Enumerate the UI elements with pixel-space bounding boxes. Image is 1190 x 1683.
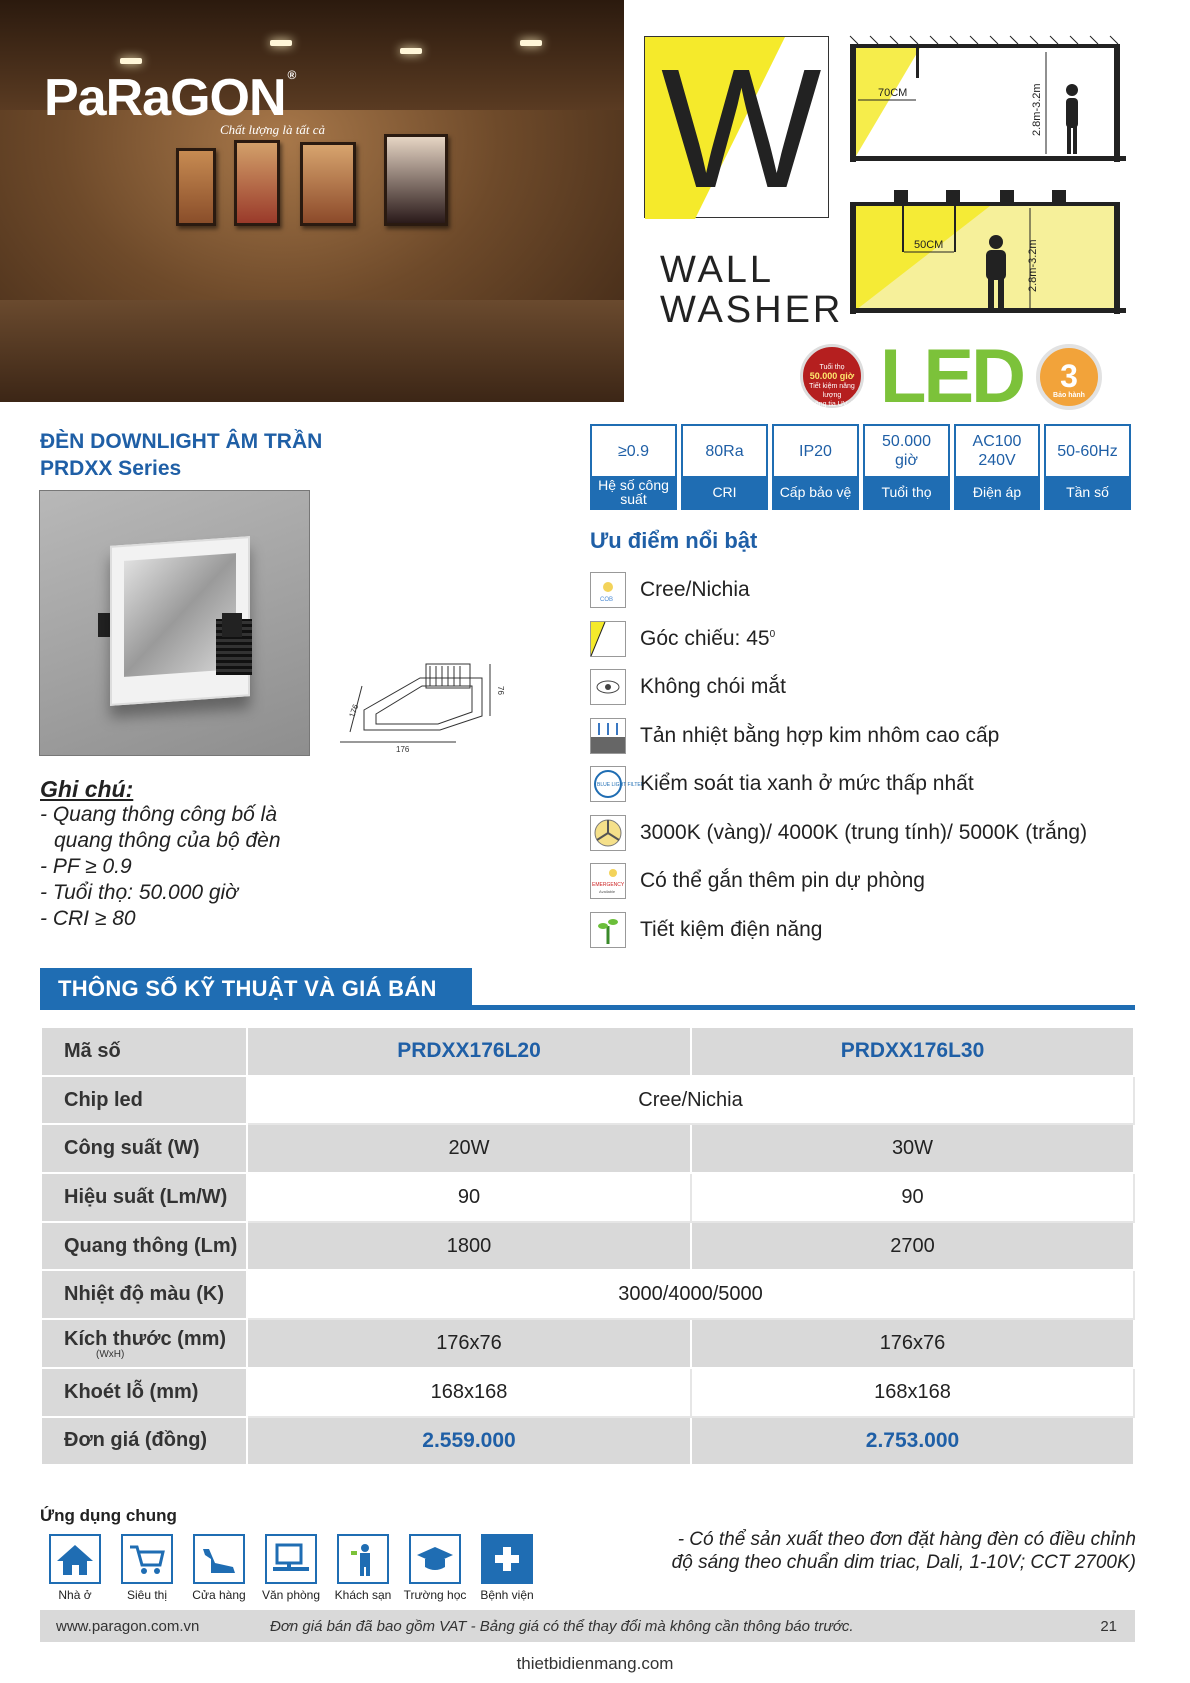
feature-item bbox=[590, 760, 1087, 809]
table-row bbox=[41, 1173, 1134, 1222]
lifetime-badge bbox=[800, 344, 864, 408]
wall-washer-diagram-top bbox=[850, 36, 1126, 168]
diagram-top-width-label: 70CM bbox=[878, 87, 908, 99]
feature-text: Kiểm soát tia xanh ở mức thấp nhất bbox=[640, 772, 974, 796]
svg-text:Available: Available bbox=[599, 889, 616, 895]
lifetime-badge-line2: 50.000 giờ bbox=[809, 371, 855, 381]
table-cell: 168x168 bbox=[691, 1368, 1134, 1417]
section-title: THÔNG SỐ KỸ THUẬT VÀ GIÁ BÁN bbox=[40, 968, 472, 1010]
house-icon bbox=[49, 1534, 101, 1584]
svg-text:COB: COB bbox=[600, 597, 614, 604]
page-number: 21 bbox=[1100, 1617, 1117, 1635]
spec-boxes bbox=[590, 424, 1131, 510]
feature-text: 3000K (vàng)/ 4000K (trung tính)/ 5000K (trắng) bbox=[640, 820, 1088, 844]
product-title bbox=[40, 428, 322, 482]
artwork-frame bbox=[176, 148, 216, 226]
application-label: Văn phòng bbox=[261, 1588, 321, 1602]
spec-value: 80Ra bbox=[705, 442, 744, 460]
model-code: PRDXX176L20 bbox=[247, 1027, 691, 1076]
application-label: Nhà ở bbox=[58, 1588, 92, 1602]
product-name: ĐÈN DOWNLIGHT ÂM TRẦN bbox=[40, 430, 323, 453]
hospital-cross-icon bbox=[481, 1534, 533, 1584]
order-note-line2: độ sáng theo chuẩn dim triac, Dali, 1-10V; CCT 2700K) bbox=[671, 1552, 1136, 1573]
category-title bbox=[660, 250, 843, 330]
brand-slogan: Chất lượng là tất cả bbox=[220, 122, 326, 137]
table-cell: 168x168 bbox=[247, 1368, 691, 1417]
feature-item bbox=[590, 663, 1087, 712]
table-cell: 176x76 bbox=[247, 1319, 691, 1368]
spec-value: 50-60Hz bbox=[1057, 442, 1118, 460]
spec-voltage bbox=[954, 424, 1040, 510]
row-label: Quang thông (Lm) bbox=[41, 1222, 247, 1271]
note-line: - PF ≥ 0.9 bbox=[40, 855, 132, 878]
product-photo bbox=[39, 490, 310, 756]
note-line: quang thông của bộ đèn bbox=[54, 829, 281, 852]
section-header bbox=[40, 968, 1135, 1010]
feature-text: Có thể gắn thêm pin dự phòng bbox=[640, 869, 925, 893]
spec-power-factor bbox=[590, 424, 677, 510]
spec-value: IP20 bbox=[799, 442, 832, 460]
spec-label: Cấp bảo vệ bbox=[774, 476, 857, 508]
table-row bbox=[41, 1124, 1134, 1173]
spec-label: Hệ số công suất bbox=[592, 476, 675, 508]
spec-value: 50.000 giờ bbox=[882, 433, 931, 469]
note-line: - Quang thông công bố là bbox=[40, 803, 278, 826]
feature-item bbox=[590, 615, 1087, 664]
beam-angle-icon bbox=[590, 621, 626, 657]
footer-website[interactable]: www.paragon.com.vn bbox=[56, 1617, 200, 1635]
hero-gallery-photo bbox=[0, 0, 624, 402]
paragon-logo: PaRaGON ® bbox=[44, 68, 296, 127]
table-row bbox=[41, 1319, 1134, 1368]
warranty-badge bbox=[1036, 344, 1102, 410]
category-letter: W bbox=[661, 34, 822, 224]
application-item bbox=[183, 1534, 255, 1602]
model-code: PRDXX176L30 bbox=[691, 1027, 1134, 1076]
application-item bbox=[111, 1534, 183, 1602]
sketch-width-label: 176 bbox=[396, 745, 410, 754]
ceiling-lamp bbox=[120, 58, 142, 64]
sketch-height-label: 76 bbox=[496, 686, 505, 695]
cct-icon bbox=[590, 815, 626, 851]
feature-item bbox=[590, 906, 1087, 955]
artwork-frame bbox=[384, 134, 448, 226]
energy-saving-icon bbox=[590, 912, 626, 948]
wall-washer-diagram-bottom bbox=[850, 188, 1126, 324]
table-cell: 2700 bbox=[691, 1222, 1134, 1271]
table-cell: 1800 bbox=[247, 1222, 691, 1271]
custom-order-note bbox=[620, 1528, 1136, 1574]
application-item bbox=[399, 1534, 471, 1602]
source-site: thietbidienmang.com bbox=[516, 1654, 674, 1673]
table-row bbox=[41, 1222, 1134, 1271]
dimension-sketch bbox=[340, 656, 510, 756]
ceiling-lamp bbox=[270, 40, 292, 46]
table-cell: 30W bbox=[691, 1124, 1134, 1173]
row-label: Mã số bbox=[41, 1027, 247, 1076]
row-label-text: Kích thước (mm) bbox=[64, 1327, 227, 1350]
table-row bbox=[41, 1027, 1134, 1076]
diagram-bottom-height-label: 2.8m-3.2m bbox=[1027, 239, 1039, 292]
category-line2: WASHER bbox=[660, 289, 844, 331]
mounting-clip bbox=[222, 613, 242, 637]
merged-cell: 3000/4000/5000 bbox=[247, 1270, 1134, 1319]
table-row bbox=[41, 1270, 1134, 1319]
shoe-icon bbox=[193, 1534, 245, 1584]
spec-label: CRI bbox=[683, 476, 766, 508]
feature-item bbox=[590, 809, 1087, 858]
category-w-box bbox=[644, 34, 829, 224]
diagram-top-height-label: 2.8m-3.2m bbox=[1031, 83, 1043, 136]
person-silhouette bbox=[1066, 84, 1078, 154]
application-item bbox=[327, 1534, 399, 1602]
spec-label: Điện áp bbox=[956, 476, 1038, 508]
feature-text: Không chói mắt bbox=[640, 675, 786, 699]
feature-item bbox=[590, 566, 1087, 615]
notes-block bbox=[40, 776, 281, 932]
heat-sink-icon bbox=[590, 718, 626, 754]
application-label: Bệnh viện bbox=[480, 1588, 534, 1602]
spec-ip-rating bbox=[772, 424, 859, 510]
row-label-sub: (WxH) bbox=[96, 1348, 125, 1360]
ceiling-lamp bbox=[400, 48, 422, 54]
sketch-depth-label: 176 bbox=[347, 703, 361, 719]
features-title: Ưu điểm nổi bật bbox=[590, 528, 758, 553]
row-label: Nhiệt độ màu (K) bbox=[41, 1270, 247, 1319]
table-row bbox=[41, 1417, 1134, 1466]
spec-price-table bbox=[40, 1026, 1135, 1466]
row-label bbox=[41, 1319, 247, 1368]
applications-title: Ứng dụng chung bbox=[40, 1506, 177, 1525]
spec-value: ≥0.9 bbox=[617, 442, 650, 460]
product-series: PRDXX Series bbox=[40, 457, 182, 480]
lifetime-badge-line1: Tuổi thọ bbox=[819, 364, 845, 371]
lifetime-badge-line3: Tiết kiệm năng lượng bbox=[809, 383, 855, 399]
application-item bbox=[255, 1534, 327, 1602]
svg-text:BLUE LIGHT FILTER: BLUE LIGHT FILTER bbox=[597, 782, 645, 789]
bellboy-icon bbox=[337, 1534, 389, 1584]
table-row bbox=[41, 1368, 1134, 1417]
emergency-icon bbox=[590, 863, 626, 899]
feature-item bbox=[590, 712, 1087, 761]
feature-text: Tản nhiệt bằng hợp kim nhôm cao cấp bbox=[640, 723, 1000, 747]
feature-text: Tiết kiệm điện năng bbox=[640, 917, 823, 941]
footer-disclaimer: Đơn giá bán đã bao gồm VAT - Bảng giá có thể thay đổi mà không cần thông báo trước. bbox=[270, 1617, 854, 1635]
spec-frequency bbox=[1044, 424, 1131, 510]
applications-list bbox=[39, 1534, 543, 1602]
feature-item bbox=[590, 857, 1087, 906]
application-label: Khách sạn bbox=[334, 1588, 392, 1602]
spec-cri bbox=[681, 424, 768, 510]
cart-icon bbox=[121, 1534, 173, 1584]
application-label: Cửa hàng bbox=[192, 1588, 246, 1602]
spec-label: Tuổi thọ bbox=[865, 476, 948, 508]
feature-text: Góc chiếu: $45^0$ bbox=[640, 626, 776, 650]
category-line1: WALL bbox=[660, 249, 775, 291]
footer-bar bbox=[40, 1610, 1135, 1642]
application-label: Siêu thị bbox=[126, 1588, 168, 1602]
price-cell: 2.559.000 bbox=[247, 1417, 691, 1466]
table-cell: 176x76 bbox=[691, 1319, 1134, 1368]
application-item bbox=[471, 1534, 543, 1602]
warranty-number: 3 bbox=[1060, 358, 1078, 394]
price-cell: 2.753.000 bbox=[691, 1417, 1134, 1466]
row-label: Khoét lỗ (mm) bbox=[41, 1368, 247, 1417]
spec-value: AC100 240V bbox=[972, 433, 1022, 469]
cob-chip-icon bbox=[590, 572, 626, 608]
eye-icon bbox=[590, 669, 626, 705]
note-line: - Tuổi thọ: 50.000 giờ bbox=[40, 881, 238, 904]
application-label: Trường học bbox=[403, 1588, 467, 1602]
ceiling-lamp bbox=[520, 40, 542, 46]
row-label: Chip led bbox=[41, 1076, 247, 1125]
notes-title: Ghi chú: bbox=[40, 776, 134, 802]
lifetime-badge-line4: Không tia UV, IR bbox=[806, 401, 858, 408]
artwork-frame bbox=[234, 140, 280, 226]
table-cell: 90 bbox=[247, 1173, 691, 1222]
features-list bbox=[590, 566, 1087, 954]
warranty-label: Bảo hành bbox=[1053, 392, 1085, 399]
row-label: Công suất (W) bbox=[41, 1124, 247, 1173]
svg-text:EMERGENCY: EMERGENCY bbox=[592, 882, 625, 889]
led-logo: LED bbox=[880, 334, 1023, 419]
diagram-bottom-width-label: 50CM bbox=[914, 239, 944, 251]
table-cell: 90 bbox=[691, 1173, 1134, 1222]
note-line: - CRI ≥ 80 bbox=[40, 907, 136, 930]
office-icon bbox=[265, 1534, 317, 1584]
feature-text: Cree/Nichia bbox=[640, 578, 750, 602]
table-cell: 20W bbox=[247, 1124, 691, 1173]
row-label: Hiệu suất (Lm/W) bbox=[41, 1173, 247, 1222]
merged-cell: Cree/Nichia bbox=[247, 1076, 1134, 1125]
row-label: Đơn giá (đồng) bbox=[41, 1417, 247, 1466]
spec-lifetime bbox=[863, 424, 950, 510]
application-item bbox=[39, 1534, 111, 1602]
table-row bbox=[41, 1076, 1134, 1125]
spec-label: Tần số bbox=[1046, 476, 1129, 508]
order-note-line1: - Có thể sản xuất theo đơn đặt hàng đèn có điều chỉnh bbox=[677, 1529, 1136, 1550]
artwork-frame bbox=[300, 142, 356, 226]
graduation-cap-icon bbox=[409, 1534, 461, 1584]
floor bbox=[0, 300, 624, 402]
blue-light-filter-icon bbox=[590, 766, 645, 802]
